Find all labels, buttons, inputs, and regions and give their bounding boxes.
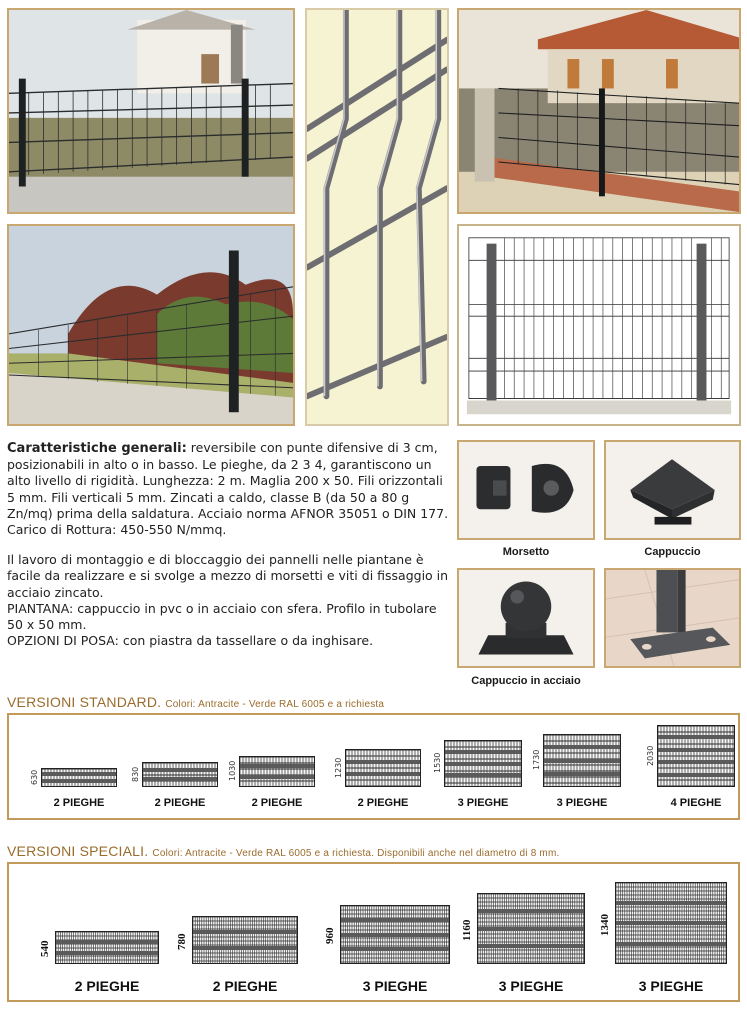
standard-panel-4	[345, 749, 421, 787]
special-title-text: VERSIONI SPECIALI.	[7, 843, 149, 859]
caption-cappuccio: Cappuccio	[644, 546, 701, 558]
description-block	[7, 440, 452, 649]
photo-fence-hedge	[7, 224, 295, 426]
special-panel-4	[477, 893, 585, 964]
standard-panel-label: 3 PIEGHE	[556, 797, 608, 809]
standard-panel-3	[239, 756, 315, 787]
special-panel-height: 1340	[599, 913, 611, 936]
standard-panel-5	[444, 740, 522, 787]
photo-fence-house-sunny	[457, 8, 741, 214]
standard-panel-label: 4 PIEGHE	[670, 797, 722, 809]
standard-title	[7, 694, 384, 710]
special-panel-label: 3 PIEGHE	[638, 978, 704, 994]
standard-panel-height: 1530	[433, 752, 442, 774]
photo-piastra	[604, 568, 741, 668]
special-panel-height: 540	[39, 940, 51, 958]
photo-fence-house-fog	[7, 8, 295, 214]
standard-panel-label: 2 PIEGHE	[251, 797, 303, 809]
standard-panel-height: 630	[30, 769, 39, 785]
standard-panel-7	[657, 725, 735, 787]
special-panel-1	[55, 931, 159, 964]
standard-panel-label: 2 PIEGHE	[53, 797, 105, 809]
special-title	[7, 843, 559, 859]
special-panel-5	[615, 882, 727, 964]
standard-panel-label: 2 PIEGHE	[154, 797, 206, 809]
special-subtitle: Colori: Antracite - Verde RAL 6005 e a richiesta. Disponibili anche nel diametro di 8 mm.	[152, 848, 560, 859]
description-para3: PIANTANA: cappuccio in pvc o in acciaio con sfera. Profilo in tubolare 50 x 50 mm.	[7, 600, 437, 633]
photo-technical-drawing	[457, 224, 741, 426]
description-lead: Caratteristiche generali:	[7, 441, 187, 456]
standard-panels-box	[7, 713, 740, 820]
photo-morsetto	[457, 440, 595, 540]
special-panel-height: 1160	[461, 919, 473, 942]
standard-panel-height: 830	[131, 766, 140, 782]
standard-panel-height: 1030	[228, 760, 237, 782]
caption-morsetto: Morsetto	[502, 546, 550, 558]
description-para2: Il lavoro di montaggio e di bloccaggio dei pannelli nelle piantane è facile da realizzare e si svolge a mezzo di morsetti e viti di fissaggio in acciaio zincato.	[7, 552, 449, 600]
standard-subtitle: Colori: Antracite - Verde RAL 6005 e a richiesta	[165, 699, 385, 710]
special-panel-label: 2 PIEGHE	[74, 978, 140, 994]
photo-cappuccio-acciaio	[457, 568, 595, 668]
photo-mesh-closeup	[305, 8, 449, 426]
special-panel-height: 780	[176, 933, 188, 950]
special-panel-3	[340, 905, 450, 964]
special-panel-2	[192, 916, 298, 964]
standard-panel-1	[41, 768, 117, 787]
description-para4: OPZIONI DI POSA: con piastra da tassellare o da inghisare.	[7, 633, 374, 649]
description-para1: reversibile con punte difensive di 3 cm, posizionabili in alto o in basso. Le pieghe, da 2 3 4, garantiscono un alto livello di rigidità. Lunghezza: 2 m. Maglia 200 x 50. Fili orizzontali 5 mm. Fili verticali 5 mm. Zincati a caldo, classe B (da 50 a 80 g Zn/mq) prima della saldatura. Acciaio norma AFNOR 35051 o DIN 177. Carico di Rottura: 450-550 N/mmq.	[7, 440, 449, 538]
standard-panel-6	[543, 734, 621, 787]
special-panel-label: 3 PIEGHE	[362, 978, 428, 994]
special-panel-height: 960	[324, 927, 336, 945]
standard-panel-height: 1730	[532, 749, 541, 771]
photo-cappuccio	[604, 440, 741, 540]
standard-panel-label: 3 PIEGHE	[457, 797, 509, 809]
standard-panel-height: 2030	[646, 745, 655, 766]
standard-panel-label: 2 PIEGHE	[357, 797, 409, 809]
caption-cappuccio-acciaio: Cappuccio in acciaio	[471, 675, 581, 687]
special-panel-label: 2 PIEGHE	[212, 978, 278, 994]
special-panel-label: 3 PIEGHE	[498, 978, 564, 994]
standard-title-text: VERSIONI STANDARD.	[7, 694, 162, 710]
standard-panel-2	[142, 762, 218, 787]
special-panels-box	[7, 862, 740, 1002]
standard-panel-height: 1230	[334, 757, 343, 778]
